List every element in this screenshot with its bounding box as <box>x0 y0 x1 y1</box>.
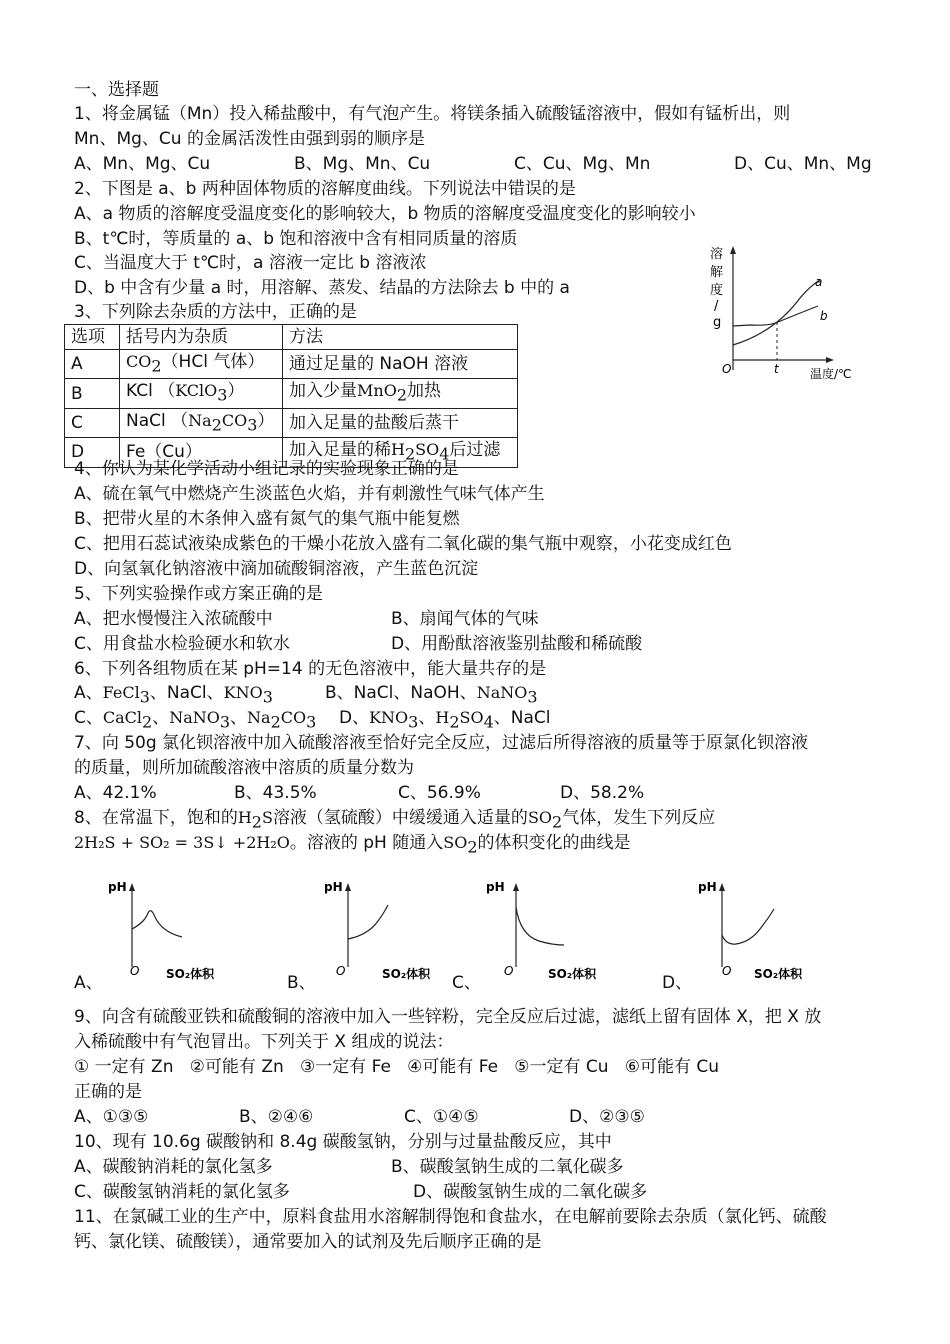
q9-stem-line4: 正确的是 <box>74 1082 142 1102</box>
origin-label: O <box>130 964 140 978</box>
q6-option-c: C、CaCl$_2$、NaNO$_3$、$Na_2CO_3$ <box>74 708 317 732</box>
q4-option-c: C、把用石蕊试液染成紫色的干燥小花放入盛有二氧化碳的集气瓶中观察，小花变成红色 <box>74 534 732 554</box>
curve-b <box>733 306 818 326</box>
q3-table <box>64 324 518 468</box>
q6-stem: 6、下列各组物质在某 pH=14 的无色溶液中，能大量共存的是 <box>74 659 547 679</box>
y-label-2: 解 <box>710 265 724 280</box>
y-label-5: g <box>713 315 722 330</box>
ph-curve-b <box>348 905 388 939</box>
svg-text:SO₂体积: SO₂体积 <box>548 967 597 981</box>
y-label-1: 溶 <box>710 247 724 262</box>
ph-curve-d <box>722 909 774 944</box>
svg-text:SO₂体积: SO₂体积 <box>754 967 803 981</box>
ph-label: pH <box>108 880 127 894</box>
origin-label: O <box>722 362 732 376</box>
q5-option-c: C、用食盐水检验硬水和软水 <box>74 634 290 654</box>
table-row <box>65 350 518 379</box>
q10-option-d: D、碳酸氢钠生成的二氧化碳多 <box>413 1182 648 1202</box>
svg-text:O: O <box>336 964 346 978</box>
q8-option-b-label: B、 <box>287 973 316 993</box>
formula: CO <box>126 352 152 371</box>
q2-option-c: C、当温度大于 t℃时，a 溶液一定比 b 溶液浓 <box>74 253 427 273</box>
table-header-row <box>65 325 518 350</box>
q6-option-b: B、NaCl、NaOH、NaNO$_3$ <box>325 683 538 707</box>
option-key: D <box>65 438 120 467</box>
q7-option-a: A、42.1% <box>74 783 157 803</box>
x-axis-arrow <box>826 357 834 363</box>
q9-option-d: D、②③⑤ <box>569 1107 645 1127</box>
q10-stem: 10、现有 10.6g 碳酸钠和 8.4g 碳酸氢钠，分别与过量盐酸反应，其中 <box>74 1132 612 1152</box>
ph-graph-d <box>698 877 848 987</box>
section-title: 一、选择题 <box>74 80 159 100</box>
q9-stem-line1: 9、向含有硫酸亚铁和硫酸铜的溶液中加入一些锌粉，完全反应后过滤，滤纸上留有固体 X，把 X 放 <box>74 1007 822 1027</box>
q2-option-d: D、b 中含有少量 a 时，用溶解、蒸发、结晶的方法除去 b 中的 a <box>74 278 570 298</box>
ph-graph-c <box>484 877 634 987</box>
q1-option-b: B、Mg、Mn、Cu <box>294 154 431 174</box>
impurity-cell: KCl （KClO$_3$） <box>120 379 283 408</box>
impurity-cell: Fe（Cu） <box>120 438 283 467</box>
q7-stem-line2: 的质量，则所加硫酸溶液中溶质的质量分数为 <box>74 758 414 778</box>
q11-stem-line2: 钙、氯化镁、硫酸镁），通常要加入的试剂及先后顺序正确的是 <box>74 1232 542 1252</box>
q2-stem: 2、下图是 a、b 两种固体物质的溶解度曲线。下列说法中错误的是 <box>74 179 576 199</box>
q4-option-b: B、把带火星的木条伸入盛有氮气的集气瓶中能复燃 <box>74 509 460 529</box>
svg-text:pH: pH <box>698 880 717 894</box>
q10-option-a: A、碳酸钠消耗的氯化氢多 <box>74 1157 273 1177</box>
q4-option-d: D、向氢氧化钠溶液中滴加硫酸铜溶液，产生蓝色沉淀 <box>74 559 479 579</box>
impurity-cell: NaCl $(Na_2CO_3)$ <box>120 408 283 437</box>
q5-option-a: A、把水慢慢注入浓硫酸中 <box>74 609 273 629</box>
method-cell: 加入少量MnO$_2$加热 <box>283 379 518 408</box>
q9-option-b: B、②④⑥ <box>239 1107 314 1127</box>
q1-option-c: C、Cu、Mg、Mn <box>514 154 651 174</box>
method-cell: 加入足量的盐酸后蒸干 <box>283 408 518 437</box>
q7-option-d: D、58.2% <box>560 783 645 803</box>
svg-text:O: O <box>722 964 732 978</box>
table-row <box>65 408 518 437</box>
y-label-3: 度 <box>710 283 724 298</box>
header-cell: 选项 <box>65 325 120 350</box>
svg-text:pH: pH <box>324 880 343 894</box>
reaction-equation: 2H₂S + SO₂ = 3S↓ +2H₂O <box>74 833 290 852</box>
q1-option-d: D、Cu、Mn、Mg <box>734 154 872 174</box>
q2-option-a: A、a 物质的溶解度受温度变化的影响较大，b 物质的溶解度受温度变化的影响较小 <box>74 204 696 224</box>
q9-stem-line2: 入稀硫酸中有气泡冒出。下列关于 X 组成的说法： <box>74 1032 454 1052</box>
ph-curve-c <box>516 907 564 945</box>
q9-option-a: A、①③⑤ <box>74 1107 149 1127</box>
q7-option-b: B、43.5% <box>234 783 317 803</box>
x-label: SO₂体积 <box>166 967 215 981</box>
y-axis-arrow <box>730 246 736 254</box>
option-key: C <box>65 408 120 437</box>
q6-option-d: D、$KNO_3$、$H_2SO_4$、NaCl <box>339 708 551 732</box>
svg-text:pH: pH <box>486 880 505 894</box>
q3-stem: 3、下列除去杂质的方法中，正确的是 <box>74 302 357 322</box>
q6-option-a: A、FeCl$_3$、NaCl、$KNO_3$ <box>74 683 273 707</box>
q1-option-a: A、Mn、Mg、Cu <box>74 154 211 174</box>
solubility-graph <box>700 240 880 390</box>
q4-stem: 4、你认为某化学活动小组记录的实验现象正确的是 <box>74 459 459 479</box>
q1-stem-line2: Mn、Mg、Cu 的金属活泼性由强到弱的顺序是 <box>74 129 425 149</box>
method-cell: 加入足量的稀$H_2SO_4$后过滤 <box>283 438 518 467</box>
ph-curve-a <box>132 911 182 937</box>
header-cell: 括号内为杂质 <box>120 325 283 350</box>
svg-text:SO₂体积: SO₂体积 <box>382 967 431 981</box>
q10-option-c: C、碳酸氢钠消耗的氯化氢多 <box>74 1182 290 1202</box>
q8-stem-line2: 2H₂S + SO₂ = 3S↓ +2H₂O。溶液的 pH 随通入$SO_2$的体积变化的曲线是 <box>74 833 631 857</box>
q5-option-b: B、扇闻气体的气味 <box>391 609 539 629</box>
q9-statements: ① 一定有 Zn ②可能有 Zn ③一定有 Fe ④可能有 Fe ⑤一定有 Cu ⑥可能有 Cu <box>74 1057 720 1077</box>
q4-option-a: A、硫在氧气中燃烧产生淡蓝色火焰，并有刺激性气味气体产生 <box>74 484 545 504</box>
option-key: A <box>65 350 120 379</box>
t-label: t <box>774 362 779 376</box>
q8-option-d-label: D、 <box>662 973 693 993</box>
q5-stem: 5、下列实验操作或方案正确的是 <box>74 584 323 604</box>
q8-option-a-label: A、 <box>74 973 103 993</box>
q1-stem-line1: 1、将金属锰（Mn）投入稀盐酸中，有气泡产生。将镁条插入硫酸锰溶液中，假如有锰析出，则 <box>74 104 791 124</box>
q10-option-b: B、碳酸氢钠生成的二氧化碳多 <box>391 1157 624 1177</box>
x-label: 温度/℃ <box>810 367 852 381</box>
q9-option-c: C、①④⑤ <box>404 1107 479 1127</box>
y-label-4: / <box>714 299 719 314</box>
q11-stem-line1: 11、在氯碱工业的生产中，原料食盐用水溶解制得饱和食盐水，在电解前要除去杂质（氯化钙、硫酸 <box>74 1207 827 1227</box>
ph-graph-b <box>316 877 466 987</box>
table-row <box>65 379 518 408</box>
option-key: B <box>65 379 120 408</box>
curve-b-label: b <box>820 309 828 323</box>
q8-option-c-label: C、 <box>452 973 481 993</box>
impurity-cell: $CO_2(HCl$ 气体） <box>120 350 283 379</box>
header-cell: 方法 <box>283 325 518 350</box>
q5-option-d: D、用酚酞溶液鉴别盐酸和稀硫酸 <box>391 634 643 654</box>
q2-option-b: B、t℃时，等质量的 a、b 饱和溶液中含有相同质量的溶质 <box>74 229 518 249</box>
ph-graph-a <box>100 877 250 987</box>
svg-text:O: O <box>504 964 514 978</box>
curve-a-label: a <box>815 275 823 289</box>
method-cell: 通过足量的 NaOH 溶液 <box>283 350 518 379</box>
q7-stem-line1: 7、向 50g 氯化钡溶液中加入硫酸溶液至恰好完全反应，过滤后所得溶液的质量等于原氯化钡溶液 <box>74 733 809 753</box>
q7-option-c: C、56.9% <box>398 783 481 803</box>
q8-stem-line1: 8、在常温下，饱和的$H_2S$溶液（氢硫酸）中缓缓通入适量的$SO_2$气体，发生下列反应 <box>74 808 716 832</box>
